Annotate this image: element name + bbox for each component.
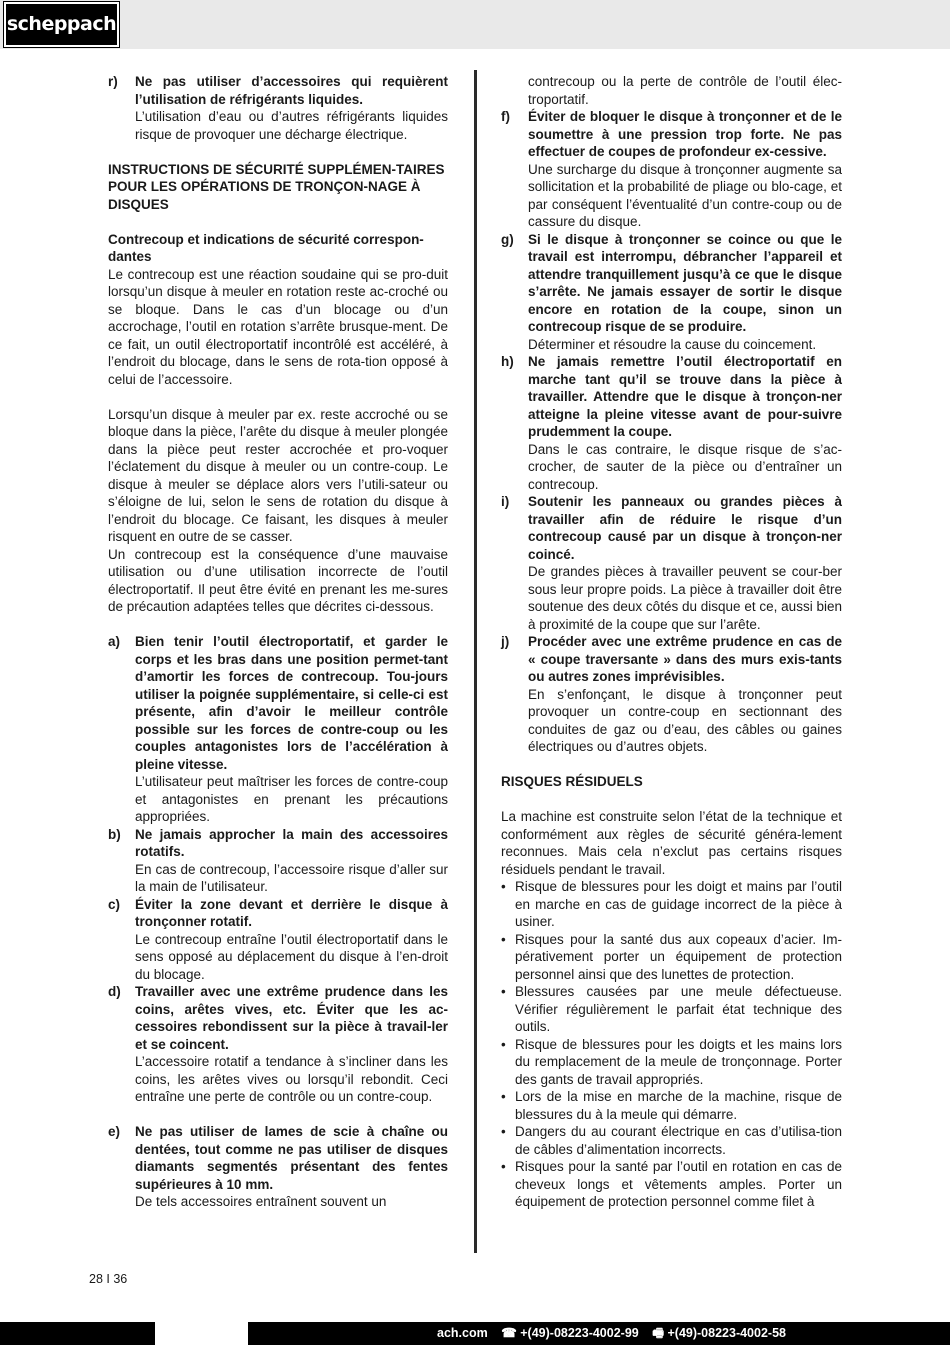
list-item: • Risques pour la santé dus aux copeaux d’acier. Im-pérativement porter un équipement de protection personnel ainsi que des lunettes de protection.: [501, 931, 842, 982]
item-a: a) Bien tenir l’outil électroportatif, et garder le corps et les bras dans une position permet-tant d’amortir les forces de contrecoup. Tou-jours utiliser la poignée supplémentaire, si celle-ci est présente, afin d’avoir le meilleur contrôle possible sur les forces de contre-coup ou les couples antagonistes lors de l’accélération à pleine vitesse. L’utilisateur peut maîtriser les forces de contre-coup et antagonistes en prenant les précautions appropriées.: [108, 634, 448, 824]
list-item: • Lors de la mise en marche de la machine, risque de blessures du à la meule qui démarre.: [501, 1089, 842, 1122]
paragraph-3: Un contrecoup est la conséquence d’une mauvaise utilisation ou d’une utilisation incorrecte de l’outil électroportatif. Il peut être évité en prenant les me-sures de précaution adaptées telles que décrites ci-dessous.: [108, 546, 448, 614]
item-e-continued: contrecoup ou la perte de contrôle de l’outil élec-troportatif.: [528, 74, 842, 107]
header-bar: [0, 0, 950, 49]
left-column: [108, 73, 448, 1211]
item-c: c) Éviter la zone devant et derrière le disque à tronçonner rotatif. Le contrecoup entraîne l’outil électroportatif dans le sens opposé au déplacement du disque à l’en-droit du blocage.: [108, 896, 448, 982]
list-item: • Risques pour la santé par l’outil en rotation en cas de cheveux longs et vêtements amples. Porter un équipement de protection personnel comme filet à: [501, 1159, 842, 1209]
risques-heading: RISQUES RÉSIDUELS: [501, 774, 643, 789]
item-r-text: L’utilisation d’eau ou d’autres réfrigérants liquides risque de provoquer une décharge électrique.: [135, 109, 448, 142]
list-item: • Risque de blessures pour les doigts et les mains lors du remplacement de la meule de tronçonnage. Porter des gants de travail appropriés.: [501, 1036, 842, 1087]
paragraph-1: Le contrecoup est une réaction soudaine qui se pro-duit lorsqu’un disque à meuler en rotation reste ac-croché ou se bloque. Dans le cas d’un blocage ou d’un accrochage, l’outil en rotation s’arrête brusque-ment. De ce fait, un outil électroportatif incontrôlé est accéléré, à l’endroit du blocage, dans le sens de rota-tion opposé à celui de l’accessoire.: [108, 266, 448, 387]
paragraph-2: Lorsqu’un disque à meuler par ex. reste accroché ou se bloque dans la pièce, l’arête du disque à meuler plongée dans la pièce peut rester accrochée et pro-voquer l’éclatement du disque à meuler ou un contre-coup. Le disque à meuler se déplace alors vers l’utili-sateur ou s’éloigne de lui, selon le sens de rotation du disque à l’endroit du blocage. Ce faisant, les disques à meuler risquent en outre de se casser.: [108, 406, 448, 544]
footer-website: ach.com: [437, 1326, 488, 1340]
item-f: f) Éviter de bloquer le disque à tronçonner et de le soumettre à une pression trop forte. Ne pas effectuer de coupes de profondeur ex-cessive. Une surcharge du disque à tronçonner augmente sa sollicitation et la probabilité de pliage ou blo-cage, et par conséquent l’éventualité d’un contre-coup ou de cassure du disque.: [501, 109, 842, 229]
column-divider: [474, 70, 477, 1253]
list-item: • Blessures causées par une meule défectueuse. Vérifier régulièrement le parfait état technique des outils.: [501, 984, 842, 1034]
footer-white-block: [155, 1322, 248, 1345]
list-item: • Risque de blessures pour les doigt et mains par l’outil en marche en cas de guidage incorrect de la pièce à usiner.: [501, 879, 842, 929]
item-g: g) Si le disque à tronçonner se coince ou que le travail est interrompu, débrancher l’appareil et attendre tranquillement jusqu’à ce que le disque s’arrête. Ne jamais essayer de sortir le disque encore en rotation de la coupe, sinon un contrecoup risque de se produire. Déterminer et résoudre la cause du coincement.: [501, 231, 842, 352]
item-d: d) Travailler avec une extrême prudence dans les coins, arêtes vives, etc. Éviter que les ac-cessoires rebondissent sur la pièce à travail-ler et se coincent. L’accessoire rotatif a tendance à s’incliner dans les coins, les arêtes vives ou lorsqu’il rebondit. Ceci entraîne une perte de contrôle ou un contre-coup.: [108, 984, 448, 1104]
right-column: [501, 73, 842, 1211]
item-b: b) Ne jamais approcher la main des accessoires rotatifs. En cas de contrecoup, l’accessoire risque d’aller sur la main de l’utilisateur.: [108, 826, 448, 894]
item-i: i) Soutenir les panneaux ou grandes pièces à travailler afin de réduire le risque d’un contrecoup causé par un disque à tronçon-ner coincé. De grandes pièces à travailler peuvent se cour-ber sous leur propre poids. La pièce à travailler doit être soutenue des deux côtés du disque et ce, aussi bien à proximité de la coupe que sur l’arête.: [501, 494, 842, 632]
item-r: r) Ne pas utiliser d’accessoires qui requièrent l’utilisation de réfrigérants liquides. L’utilisation d’eau ou d’autres réfrigérants liquides risque de provoquer une décharge électrique.: [108, 74, 448, 142]
item-h: h) Ne jamais remettre l’outil électroportatif en marche tant qu’il se trouve dans la pièce à travailler. Attendre que le disque à tronçon-ner atteigne la pleine vitesse avant de pour-suivre prudemment la coupe. Dans le cas contraire, le disque risque de s’ac-crocher, de sauter de la pièce ou d’entraîner un contrecoup.: [501, 354, 842, 492]
risques-intro: La machine est construite selon l’état de la technique et conformément aux règles de sécurité généra-lement reconnues. Mais cela n’exclut pas certains risques résiduels pendant le travail.: [501, 809, 842, 877]
brand-logo: scheppach: [4, 2, 119, 47]
risques-list: [501, 878, 842, 1211]
footer-phone: ☎ +(49)-08223-4002-99: [501, 1326, 639, 1340]
item-j: j) Procéder avec une extrême prudence en cas de « coupe traversante » dans des murs exis-tants ou autres zones imprévisibles. En s’enfonçant, le disque à tronçonner peut provoquer un contre-coup en sectionnant des conduites de gaz ou d’eau, des câbles ou gaines électriques ou d’autres objets.: [501, 634, 842, 754]
footer-fax: 🖷 +(49)-08223-4002-58: [652, 1326, 786, 1340]
list-item: • Dangers du au courant électrique en cas d’utilisa-tion de câbles d’alimentation incorrects.: [501, 1124, 842, 1157]
footer-contact: [437, 1325, 796, 1343]
section-heading: INSTRUCTIONS DE SÉCURITÉ SUPPLÉMEN-TAIRES POUR LES OPÉRATIONS DE TRONÇON-NAGE À DISQUES: [108, 161, 445, 212]
item-e: e) Ne pas utiliser de lames de scie à chaîne ou dentées, tout comme ne pas utiliser de disques diamants segmentés présentant des fentes supérieures à 10 mm. De tels accessoires entraînent souvent un: [108, 1124, 448, 1209]
page-number: 28 I 36: [89, 1272, 128, 1286]
item-r-bold: Ne pas utiliser d’accessoires qui requièrent l’utilisation de réfrigérants liquides.: [135, 74, 448, 107]
subheading: Contrecoup et indications de sécurité correspon-dantes: [108, 231, 424, 264]
